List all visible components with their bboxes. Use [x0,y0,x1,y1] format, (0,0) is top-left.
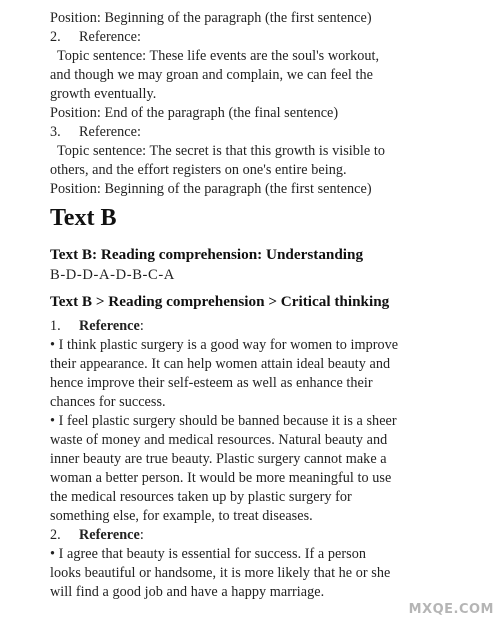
topic-sentence-2-line-1: Topic sentence: These life events are the soul's workout, [57,48,380,64]
item-2-reference-label: Reference: [79,29,141,45]
ref-2-colon: : [139,527,144,543]
ref-1-colon: : [139,318,144,334]
ref-2-number: 2. [50,527,61,543]
ref-2-line: looks beautiful or handsome, it is more likely that he or she [50,565,391,581]
position-line-3: Position: Beginning of the paragraph (the first sentence) [50,181,372,197]
ref-1-line: woman a better person. It would be more meaningful to use [50,470,392,486]
topic-sentence-3-line-1: Topic sentence: The secret is that this growth is visible to [57,143,385,159]
critical-thinking-heading: Text B > Reading comprehension > Critical thinking [50,293,390,310]
position-line-1: Position: Beginning of the paragraph (the first sentence) [50,10,372,26]
ref-1-line: their appearance. It can help women attain ideal beauty and [50,356,391,372]
ref-1-line: inner beauty are true beauty. Plastic surgery cannot make a [50,451,387,467]
topic-sentence-2-line-2: and though we may groan and complain, we can feel the [50,67,373,83]
watermark-logo: MXQE.COM [408,602,494,617]
item-2-number: 2. [50,29,61,45]
answer-key: B-D-D-A-D-B-C-A [50,267,175,283]
ref-1-line: chances for success. [50,394,166,410]
ref-1-line: something else, for example, to treat diseases. [50,508,313,524]
ref-1-label: Reference [79,318,140,334]
ref-2-label: Reference [79,527,140,543]
ref-2-label-wrap [79,526,144,544]
ref-1-line: waste of money and medical resources. Natural beauty and [50,432,388,448]
ref-1-line: • I feel plastic surgery should be banned because it is a sheer [50,413,397,429]
ref-2-line: will find a good job and have a happy marriage. [50,584,325,600]
ref-1-line: the medical resources taken up by plastic surgery for [50,489,352,505]
ref-2-line: • I agree that beauty is essential for success. If a person [50,546,366,562]
ref-1-line: • I think plastic surgery is a good way for women to improve [50,337,399,353]
topic-sentence-3-line-2: others, and the effort registers on one's entire being. [50,162,347,178]
ref-1-line: hence improve their self-esteem as well as enhance their [50,375,373,391]
position-line-2: Position: End of the paragraph (the final sentence) [50,105,339,121]
text-b-heading: Text B [50,205,117,231]
item-3-number: 3. [50,124,61,140]
ref-1-label-wrap [79,317,144,335]
topic-sentence-2-line-3: growth eventually. [50,86,157,102]
item-3-reference-label: Reference: [79,124,141,140]
understanding-heading: Text B: Reading comprehension: Understanding [50,246,364,263]
ref-1-number: 1. [50,318,61,334]
